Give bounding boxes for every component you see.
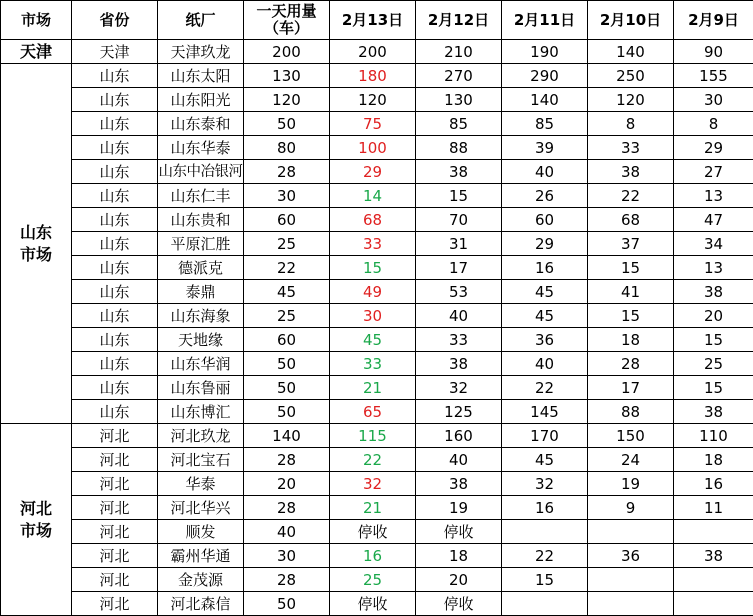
feb10-cell: 140 bbox=[588, 40, 674, 64]
feb13-cell: 180 bbox=[330, 64, 416, 88]
table-row bbox=[1, 64, 753, 88]
table-row bbox=[1, 400, 753, 424]
daily-usage-cell: 28 bbox=[244, 448, 330, 472]
province-cell: 山东 bbox=[72, 208, 158, 232]
feb9-cell: 15 bbox=[674, 328, 753, 352]
province-cell: 河北 bbox=[72, 424, 158, 448]
daily-usage-cell: 140 bbox=[244, 424, 330, 448]
feb12-cell: 70 bbox=[416, 208, 502, 232]
feb13-cell: 65 bbox=[330, 400, 416, 424]
feb12-cell: 160 bbox=[416, 424, 502, 448]
feb10-cell: 38 bbox=[588, 160, 674, 184]
table-row bbox=[1, 352, 753, 376]
province-cell: 山东 bbox=[72, 232, 158, 256]
table-row bbox=[1, 328, 753, 352]
feb13-cell: 200 bbox=[330, 40, 416, 64]
province-cell: 河北 bbox=[72, 592, 158, 616]
feb11-cell: 39 bbox=[502, 136, 588, 160]
province-cell: 山东 bbox=[72, 256, 158, 280]
mill-cell: 德派克 bbox=[158, 256, 244, 280]
feb9-cell: 38 bbox=[674, 544, 753, 568]
feb12-cell: 40 bbox=[416, 448, 502, 472]
feb10-cell: 18 bbox=[588, 328, 674, 352]
mill-cell: 金茂源 bbox=[158, 568, 244, 592]
feb11-cell: 40 bbox=[502, 160, 588, 184]
feb12-cell: 210 bbox=[416, 40, 502, 64]
table-row bbox=[1, 232, 753, 256]
mill-cell: 山东贵和 bbox=[158, 208, 244, 232]
feb9-cell: 13 bbox=[674, 256, 753, 280]
feb11-cell: 170 bbox=[502, 424, 588, 448]
feb12-cell: 31 bbox=[416, 232, 502, 256]
feb11-cell: 29 bbox=[502, 232, 588, 256]
table-row bbox=[1, 256, 753, 280]
feb9-cell bbox=[674, 568, 753, 592]
table-row bbox=[1, 208, 753, 232]
header-daily-usage: 一天用量 （车） bbox=[244, 1, 330, 40]
daily-usage-cell: 80 bbox=[244, 136, 330, 160]
mill-cell: 山东华润 bbox=[158, 352, 244, 376]
feb9-cell: 13 bbox=[674, 184, 753, 208]
feb10-cell: 68 bbox=[588, 208, 674, 232]
feb12-cell: 33 bbox=[416, 328, 502, 352]
feb9-cell: 25 bbox=[674, 352, 753, 376]
feb11-cell: 15 bbox=[502, 568, 588, 592]
mill-cell: 顺发 bbox=[158, 520, 244, 544]
header-province: 省份 bbox=[72, 1, 158, 40]
feb9-cell bbox=[674, 520, 753, 544]
feb9-cell: 16 bbox=[674, 472, 753, 496]
mill-cell: 天地缘 bbox=[158, 328, 244, 352]
feb12-cell: 85 bbox=[416, 112, 502, 136]
feb11-cell: 32 bbox=[502, 472, 588, 496]
header-feb11: 2月11日 bbox=[502, 1, 588, 40]
mill-cell: 山东海象 bbox=[158, 304, 244, 328]
feb11-cell: 22 bbox=[502, 544, 588, 568]
daily-usage-cell: 28 bbox=[244, 160, 330, 184]
feb13-cell: 21 bbox=[330, 496, 416, 520]
feb9-cell: 38 bbox=[674, 280, 753, 304]
province-cell: 河北 bbox=[72, 472, 158, 496]
mill-cell: 霸州华通 bbox=[158, 544, 244, 568]
feb13-cell: 21 bbox=[330, 376, 416, 400]
province-cell: 山东 bbox=[72, 352, 158, 376]
table-row bbox=[1, 136, 753, 160]
feb12-cell: 53 bbox=[416, 280, 502, 304]
feb10-cell: 150 bbox=[588, 424, 674, 448]
market-cell: 天津 bbox=[1, 40, 72, 64]
mill-cell: 山东仁丰 bbox=[158, 184, 244, 208]
feb12-cell: 18 bbox=[416, 544, 502, 568]
mill-cell: 河北森信 bbox=[158, 592, 244, 616]
market-cell: 山东 市场 bbox=[1, 64, 72, 424]
table-row bbox=[1, 448, 753, 472]
daily-usage-cell: 20 bbox=[244, 472, 330, 496]
header-feb10: 2月10日 bbox=[588, 1, 674, 40]
feb12-cell: 38 bbox=[416, 472, 502, 496]
feb9-cell: 18 bbox=[674, 448, 753, 472]
daily-usage-cell: 25 bbox=[244, 304, 330, 328]
daily-usage-cell: 28 bbox=[244, 496, 330, 520]
feb13-cell: 25 bbox=[330, 568, 416, 592]
feb9-cell: 155 bbox=[674, 64, 753, 88]
feb12-cell: 40 bbox=[416, 304, 502, 328]
feb13-cell: 32 bbox=[330, 472, 416, 496]
feb13-cell: 115 bbox=[330, 424, 416, 448]
feb10-cell: 15 bbox=[588, 256, 674, 280]
daily-usage-cell: 30 bbox=[244, 544, 330, 568]
table-row bbox=[1, 280, 753, 304]
table-row bbox=[1, 40, 753, 64]
daily-usage-cell: 50 bbox=[244, 592, 330, 616]
feb11-cell: 16 bbox=[502, 496, 588, 520]
province-cell: 山东 bbox=[72, 184, 158, 208]
feb10-cell: 33 bbox=[588, 136, 674, 160]
feb11-cell: 290 bbox=[502, 64, 588, 88]
feb11-cell: 45 bbox=[502, 304, 588, 328]
table-row bbox=[1, 184, 753, 208]
feb9-cell: 15 bbox=[674, 376, 753, 400]
feb12-cell: 32 bbox=[416, 376, 502, 400]
feb12-cell: 270 bbox=[416, 64, 502, 88]
table-row bbox=[1, 544, 753, 568]
feb13-cell: 49 bbox=[330, 280, 416, 304]
feb12-cell: 88 bbox=[416, 136, 502, 160]
daily-usage-cell: 30 bbox=[244, 184, 330, 208]
mill-cell: 山东太阳 bbox=[158, 64, 244, 88]
feb13-cell: 100 bbox=[330, 136, 416, 160]
feb11-cell: 45 bbox=[502, 448, 588, 472]
feb11-cell: 145 bbox=[502, 400, 588, 424]
feb10-cell: 8 bbox=[588, 112, 674, 136]
header-feb13: 2月13日 bbox=[330, 1, 416, 40]
daily-usage-cell: 50 bbox=[244, 352, 330, 376]
province-cell: 山东 bbox=[72, 376, 158, 400]
header-market: 市场 bbox=[1, 1, 72, 40]
feb13-cell: 14 bbox=[330, 184, 416, 208]
feb13-cell: 33 bbox=[330, 352, 416, 376]
mill-cell: 河北华兴 bbox=[158, 496, 244, 520]
daily-usage-cell: 60 bbox=[244, 208, 330, 232]
feb13-cell: 停收 bbox=[330, 520, 416, 544]
feb11-cell: 85 bbox=[502, 112, 588, 136]
feb13-cell: 45 bbox=[330, 328, 416, 352]
province-cell: 山东 bbox=[72, 88, 158, 112]
daily-usage-cell: 60 bbox=[244, 328, 330, 352]
province-cell: 河北 bbox=[72, 448, 158, 472]
feb10-cell: 9 bbox=[588, 496, 674, 520]
feb13-cell: 30 bbox=[330, 304, 416, 328]
feb10-cell: 28 bbox=[588, 352, 674, 376]
header-row bbox=[1, 1, 753, 40]
feb13-cell: 15 bbox=[330, 256, 416, 280]
table-row bbox=[1, 592, 753, 616]
mill-cell: 山东鲁丽 bbox=[158, 376, 244, 400]
feb11-cell: 40 bbox=[502, 352, 588, 376]
table-row bbox=[1, 304, 753, 328]
province-cell: 河北 bbox=[72, 568, 158, 592]
feb13-cell: 33 bbox=[330, 232, 416, 256]
feb9-cell: 20 bbox=[674, 304, 753, 328]
feb11-cell: 190 bbox=[502, 40, 588, 64]
feb12-cell: 125 bbox=[416, 400, 502, 424]
mill-cell: 平原汇胜 bbox=[158, 232, 244, 256]
market-cell: 河北 市场 bbox=[1, 424, 72, 616]
table-row bbox=[1, 112, 753, 136]
feb11-cell: 140 bbox=[502, 88, 588, 112]
mill-cell: 山东博汇 bbox=[158, 400, 244, 424]
feb11-cell bbox=[502, 520, 588, 544]
feb10-cell: 120 bbox=[588, 88, 674, 112]
header-feb9: 2月9日 bbox=[674, 1, 753, 40]
daily-usage-cell: 45 bbox=[244, 280, 330, 304]
daily-usage-cell: 120 bbox=[244, 88, 330, 112]
feb11-cell: 60 bbox=[502, 208, 588, 232]
feb11-cell: 36 bbox=[502, 328, 588, 352]
province-cell: 山东 bbox=[72, 328, 158, 352]
header-feb12: 2月12日 bbox=[416, 1, 502, 40]
feb11-cell: 26 bbox=[502, 184, 588, 208]
feb9-cell: 47 bbox=[674, 208, 753, 232]
feb10-cell: 41 bbox=[588, 280, 674, 304]
feb12-cell: 20 bbox=[416, 568, 502, 592]
daily-usage-cell: 50 bbox=[244, 376, 330, 400]
feb10-cell: 88 bbox=[588, 400, 674, 424]
feb9-cell: 110 bbox=[674, 424, 753, 448]
feb13-cell: 120 bbox=[330, 88, 416, 112]
province-cell: 河北 bbox=[72, 520, 158, 544]
feb12-cell: 停收 bbox=[416, 592, 502, 616]
table-body bbox=[1, 40, 753, 616]
daily-usage-cell: 28 bbox=[244, 568, 330, 592]
mill-cell: 泰鼎 bbox=[158, 280, 244, 304]
table-row bbox=[1, 472, 753, 496]
daily-usage-cell: 25 bbox=[244, 232, 330, 256]
feb11-cell: 45 bbox=[502, 280, 588, 304]
feb9-cell bbox=[674, 592, 753, 616]
daily-usage-cell: 40 bbox=[244, 520, 330, 544]
feb10-cell: 37 bbox=[588, 232, 674, 256]
feb9-cell: 29 bbox=[674, 136, 753, 160]
province-cell: 山东 bbox=[72, 280, 158, 304]
mill-cell: 河北玖龙 bbox=[158, 424, 244, 448]
feb13-cell: 29 bbox=[330, 160, 416, 184]
feb10-cell: 19 bbox=[588, 472, 674, 496]
mill-cell: 山东华泰 bbox=[158, 136, 244, 160]
feb9-cell: 8 bbox=[674, 112, 753, 136]
province-cell: 山东 bbox=[72, 304, 158, 328]
feb12-cell: 15 bbox=[416, 184, 502, 208]
feb12-cell: 38 bbox=[416, 352, 502, 376]
daily-usage-cell: 200 bbox=[244, 40, 330, 64]
feb11-cell bbox=[502, 592, 588, 616]
feb10-cell bbox=[588, 568, 674, 592]
feb12-cell: 19 bbox=[416, 496, 502, 520]
feb9-cell: 38 bbox=[674, 400, 753, 424]
province-cell: 山东 bbox=[72, 400, 158, 424]
table-row bbox=[1, 496, 753, 520]
feb12-cell: 停收 bbox=[416, 520, 502, 544]
feb10-cell: 250 bbox=[588, 64, 674, 88]
daily-usage-cell: 22 bbox=[244, 256, 330, 280]
daily-usage-cell: 50 bbox=[244, 400, 330, 424]
feb10-cell: 36 bbox=[588, 544, 674, 568]
table-row bbox=[1, 88, 753, 112]
province-cell: 河北 bbox=[72, 544, 158, 568]
table-row bbox=[1, 568, 753, 592]
feb9-cell: 34 bbox=[674, 232, 753, 256]
daily-usage-cell: 130 bbox=[244, 64, 330, 88]
feb11-cell: 22 bbox=[502, 376, 588, 400]
feb10-cell: 17 bbox=[588, 376, 674, 400]
feb13-cell: 停收 bbox=[330, 592, 416, 616]
feb9-cell: 11 bbox=[674, 496, 753, 520]
mill-cell: 天津玖龙 bbox=[158, 40, 244, 64]
province-cell: 山东 bbox=[72, 160, 158, 184]
feb12-cell: 130 bbox=[416, 88, 502, 112]
feb10-cell bbox=[588, 520, 674, 544]
feb12-cell: 38 bbox=[416, 160, 502, 184]
mill-cell: 河北宝石 bbox=[158, 448, 244, 472]
feb10-cell: 24 bbox=[588, 448, 674, 472]
table-row bbox=[1, 160, 753, 184]
table-row bbox=[1, 520, 753, 544]
table-row bbox=[1, 424, 753, 448]
mill-cell: 山东泰和 bbox=[158, 112, 244, 136]
province-cell: 河北 bbox=[72, 496, 158, 520]
feb9-cell: 30 bbox=[674, 88, 753, 112]
table-row bbox=[1, 376, 753, 400]
feb11-cell: 16 bbox=[502, 256, 588, 280]
province-cell: 山东 bbox=[72, 112, 158, 136]
header-mill: 纸厂 bbox=[158, 1, 244, 40]
province-cell: 山东 bbox=[72, 136, 158, 160]
mill-cell: 华泰 bbox=[158, 472, 244, 496]
daily-usage-cell: 50 bbox=[244, 112, 330, 136]
feb13-cell: 75 bbox=[330, 112, 416, 136]
mill-cell: 山东阳光 bbox=[158, 88, 244, 112]
feb9-cell: 90 bbox=[674, 40, 753, 64]
feb13-cell: 22 bbox=[330, 448, 416, 472]
province-cell: 天津 bbox=[72, 40, 158, 64]
feb9-cell: 27 bbox=[674, 160, 753, 184]
province-cell: 山东 bbox=[72, 64, 158, 88]
feb10-cell: 15 bbox=[588, 304, 674, 328]
feb10-cell bbox=[588, 592, 674, 616]
feb10-cell: 22 bbox=[588, 184, 674, 208]
feb12-cell: 17 bbox=[416, 256, 502, 280]
feb13-cell: 16 bbox=[330, 544, 416, 568]
feb13-cell: 68 bbox=[330, 208, 416, 232]
mill-cell: 山东中冶银河 bbox=[158, 160, 244, 184]
